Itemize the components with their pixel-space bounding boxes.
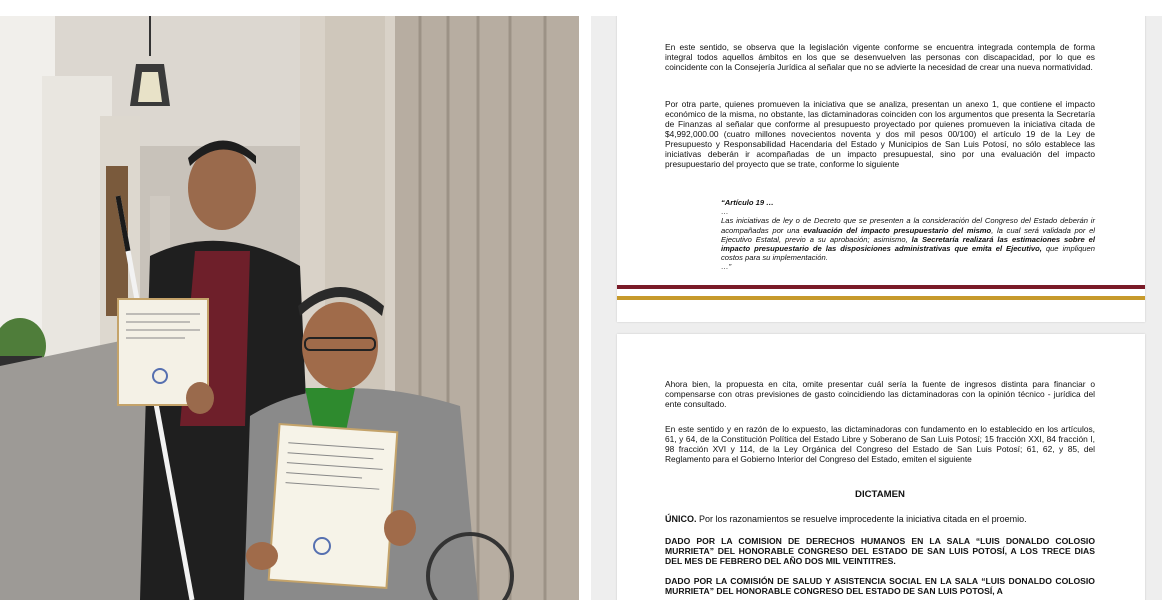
paragraph-unico: ÚNICO. Por los razonamientos se resuelve improcedente la iniciativa citada en el proemio. [665,514,1027,524]
paragraph-funding-source: Ahora bien, la propuesta en cita, omite presentar cuál sería la fuente de ingresos distinta para financiar o compensarse con otras previsiones de gasto coincidiendo las dictaminadoras con la opinión técnico - jurídica del ente consultado. [665,379,1095,409]
quote-end: …” [721,262,732,272]
footer-bar-maroon [617,285,1145,289]
quote-title: “Artículo 19 … [721,198,774,207]
paragraph-legislation: En este sentido, se observa que la legislación vigente conforme se encuentra integrada contempla de forma integral todos aquellos ámbitos en los que se desenvuelven las personas con discapacidad, por lo que es coincidente con la Consejería Jurídica al señalar que no se advierte la necesidad de crear una nueva normatividad. [665,42,1095,72]
paragraph-economic-impact: Por otra parte, quienes promueven la iniciativa que se analiza, presentan un anexo 1, que contiene el impacto económico de la misma, no obstante, las dictaminadoras coinciden con los argumentos que presenta la Secretaría de Finanzas al señalar que conforme al presupuesto proyectado por quienes promueven la iniciativa citada de $4,992,000.00 (cuatro millones novecientos noventa y dos mil pesos 00/100) el artículo 19 de la Ley de Presupuesto y Responsabilidad Hacendaria del Estado y Municipios de San Luis Potosí, no sólo establece las iniciativas deberán ir acompañadas de un impacto presupuestal, sino por una evaluación del impacto presupuestario del proyecto que se trate, conforme lo siguiente [665,99,1095,169]
footer-bar-gold [617,296,1145,300]
quote-article-19 [721,198,1095,272]
quote-ellipsis: … [721,207,729,217]
document-viewer[interactable] [591,16,1162,600]
paragraph-dado-salud: DADO POR LA COMISIÓN DE SALUD Y ASISTENCIA SOCIAL EN LA SALA “LUIS DONALDO COLOSIO MURRIETA” DEL HONORABLE CONGRESO DEL ESTADO DE SAN LUIS POTOSÍ, A [665,576,1095,596]
quote-body: Las iniciativas de ley o de Decreto que se presenten a la consideración del Congreso del Estado deberán ir acompañadas por una evaluación del impacto presupuestario del mismo, la cual será validada por el Ejecutivo Estatal, previo a su aprobación; asimismo, la Secretaría realizará las estimaciones sobre el impacto presupuestario de las disposiciones administrativas que emita el Ejecutivo, que impliquen costos para su implementación. [721,216,1095,263]
photo-two-men-holding-documents [0,16,579,600]
paragraph-dado-derechos-humanos: DADO POR LA COMISION DE DERECHOS HUMANOS EN LA SALA “LUIS DONALDO COLOSIO MURRIETA” DEL HONORABLE CONGRESO DEL ESTADO DE SAN LUIS POTOSÍ, A LOS TRECE DIAS DEL MES DE FEBRERO DEL AÑO DOS MIL VEINTITRES. [665,536,1095,566]
document-page-1 [617,16,1145,322]
paragraph-legal-basis: En este sentido y en razón de lo expuesto, las dictaminadoras con fundamento en lo establecido en los artículos, 61, y 64, de la Constitución Política del Estado Libre y Soberano de San Luis Potosí; 15 fracción XXI, 84 fracción I, 98 fracción XVI y 114, de la Ley Orgánica del Congreso del Estado de San Luis Potosí; 61, 62, y 85, del Reglamento para el Gobierno Interior del Congreso del Estado, emiten el siguiente [665,424,1095,464]
heading-dictamen: DICTAMEN [855,489,905,500]
photo-illustration [0,16,579,600]
document-page-2 [617,334,1145,600]
